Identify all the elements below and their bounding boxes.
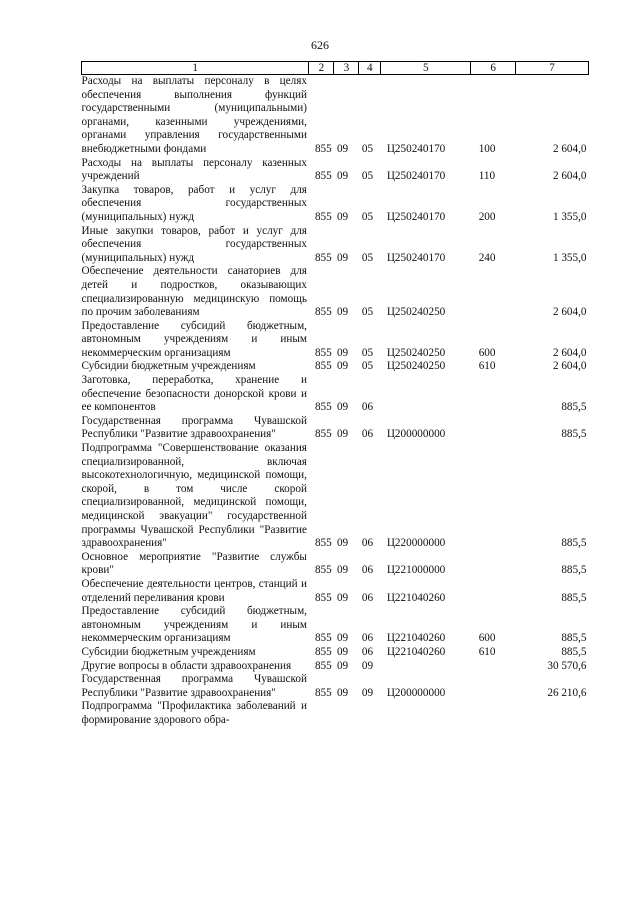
row-target-cell: Ц221040260 [386,645,446,658]
table-row [82,374,589,415]
row-sum-cell: 2 604,0 [552,142,587,155]
row-name-text: Расходы на выплаты персоналу в целях обеспечения выполнения функций государственными (муниципальными) органами, казенными учреждениями, органами управления государственными внебюджетными фондами [81,75,307,155]
row-expense-type-cell: 610 [478,360,496,373]
table-row [82,415,589,442]
row-subsection-cell: 05 [361,360,374,373]
row-subsection-cell: 06 [361,537,374,550]
row-name-cell [82,360,309,374]
row-expense-type-cell: 200 [478,210,496,223]
header-col-target: 5 [381,62,471,75]
row-subsection-cell: 06 [361,428,374,441]
row-sum-cell: 885,5 [561,645,587,658]
row-section-cell: 09 [336,428,349,441]
table-row [82,700,589,727]
row-section-cell: 09 [336,170,349,183]
row-target-cell: Ц221040260 [386,591,446,604]
table-row [82,75,589,157]
row-name-text: Заготовка, переработка, хранение и обеспечение безопасности донорской крови и ее компонентов [81,374,307,414]
row-target-cell: Ц220000000 [386,537,446,550]
row-section-cell: 09 [336,659,349,672]
row-name-text: Предоставление субсидий бюджетным, автономным учреждениям и иным некоммерческим организациям [81,605,307,645]
row-admin-cell: 855 [314,537,332,550]
table-row [82,265,589,319]
row-section-cell: 09 [336,346,349,359]
row-name-cell [82,75,309,157]
row-expense-type-cell: 600 [478,632,496,645]
row-target-cell: Ц221040260 [386,632,446,645]
table-row [82,225,589,266]
row-section-cell: 09 [336,251,349,264]
table-row [82,660,589,674]
row-section-cell: 09 [336,686,349,699]
budget-table [81,61,589,728]
row-section-cell: 09 [336,564,349,577]
row-admin-cell: 855 [314,360,332,373]
row-admin-cell: 855 [314,306,332,319]
table-row [82,605,589,646]
row-target-cell: Ц200000000 [386,428,446,441]
row-subsection-cell: 06 [361,564,374,577]
header-col-section: 3 [334,62,359,75]
row-subsection-cell: 06 [361,645,374,658]
row-subsection-cell: 05 [361,346,374,359]
table-row [82,157,589,184]
table-row [82,184,589,225]
row-name-cell [82,578,309,605]
row-subsection-cell: 05 [361,251,374,264]
row-target-cell: Ц250240250 [386,360,446,373]
row-name-cell [82,673,309,700]
row-name-text: Государственная программа Чувашской Республики "Развитие здравоохранения" [81,673,307,699]
row-expense-type-cell: 600 [478,346,496,359]
row-sum-cell: 2 604,0 [552,360,587,373]
row-section-cell: 09 [336,306,349,319]
row-expense-type-cell: 240 [478,251,496,264]
row-admin-cell: 855 [314,401,332,414]
header-col-subsection: 4 [359,62,381,75]
header-col-admin: 2 [309,62,334,75]
row-section-cell: 09 [336,632,349,645]
row-expense-type-cell [471,442,516,551]
row-subsection-cell: 05 [361,210,374,223]
row-target-cell: Ц200000000 [386,686,446,699]
row-target-cell: Ц250240250 [386,346,446,359]
header-col-name: 1 [82,62,309,75]
row-name-text: Субсидии бюджетным учреждениям [81,360,256,373]
row-section-cell: 09 [336,591,349,604]
row-target-cell [381,700,471,727]
row-name-cell [82,157,309,184]
row-section-cell: 09 [336,537,349,550]
header-col-expense-type: 6 [471,62,516,75]
row-admin-cell: 855 [314,686,332,699]
row-section-cell: 09 [336,142,349,155]
row-name-text: Обеспечение деятельности санаториев для детей и подростков, оказывающих специализированную медицинскую помощь по прочим заболеваниям [81,265,307,319]
row-name-text: Расходы на выплаты персоналу казенных учреждений [81,156,307,183]
row-admin-cell: 855 [314,142,332,155]
row-admin-cell [309,700,334,727]
row-target-cell: Ц250240170 [386,251,446,264]
row-admin-cell: 855 [314,591,332,604]
row-expense-type-cell [471,265,516,319]
row-expense-type-cell: 610 [478,645,496,658]
row-sum-cell: 2 604,0 [552,346,587,359]
row-name-cell [82,660,309,674]
row-section-cell: 09 [336,645,349,658]
row-section-cell: 09 [336,401,349,414]
row-subsection-cell: 05 [361,142,374,155]
row-subsection-cell: 06 [361,401,374,414]
row-name-text: Иные закупки товаров, работ и услуг для обеспечения государственных (муниципальных) нужд [81,224,307,264]
row-sum-cell: 2 604,0 [552,170,587,183]
row-sum-cell: 885,5 [561,564,587,577]
row-name-cell [82,225,309,266]
row-expense-type-cell [471,578,516,605]
row-subsection-cell: 09 [361,659,374,672]
row-name-text: Основное мероприятие "Развитие службы крови" [81,550,307,577]
row-name-cell [82,442,309,551]
row-sum-cell: 885,5 [561,632,587,645]
row-name-cell [82,184,309,225]
row-subsection-cell: 05 [361,306,374,319]
row-subsection-cell: 05 [361,170,374,183]
row-name-cell [82,646,309,660]
row-name-text: Подпрограмма "Совершенствование оказания специализированной, включая высокотехнологичную, медицинской помощи, скорой, в том числе скорой специализированной, медицинской помощи, медицинской эвакуации" государственной программы Чувашской Республики "Развитие здравоохранения" [81,442,307,550]
row-admin-cell: 855 [314,659,332,672]
table-row [82,673,589,700]
row-name-text: Другие вопросы в области здравоохранения [81,659,292,672]
row-expense-type-cell: 110 [478,170,496,183]
row-target-cell: Ц250240170 [386,170,446,183]
row-expense-type-cell [471,415,516,442]
row-name-text: Субсидии бюджетным учреждениям [81,645,256,658]
row-name-cell [82,605,309,646]
row-admin-cell: 855 [314,346,332,359]
row-expense-type-cell [471,374,516,415]
row-sum-cell: 30 570,6 [547,659,587,672]
row-target-cell: Ц221000000 [386,564,446,577]
page-number: 626 [311,38,329,52]
table-row [82,442,589,551]
row-name-cell [82,374,309,415]
row-expense-type-cell [471,673,516,700]
row-sum-cell: 1 355,0 [552,210,587,223]
table-row [82,551,589,578]
row-sum-cell: 885,5 [561,401,587,414]
row-admin-cell: 855 [314,645,332,658]
row-expense-type-cell: 100 [478,142,496,155]
row-admin-cell: 855 [314,210,332,223]
row-name-text: Предоставление субсидий бюджетным, автономным учреждениям и иным некоммерческим организациям [81,319,307,359]
row-name-text: Обеспечение деятельности центров, станций и отделений переливания крови [81,577,307,604]
row-name-cell [82,551,309,578]
row-subsection-cell: 06 [361,591,374,604]
row-subsection-cell [359,700,381,727]
row-admin-cell: 855 [314,428,332,441]
row-sum-cell: 26 210,6 [547,686,587,699]
table-header-row [82,62,589,75]
row-name-text: Государственная программа Чувашской Республики "Развитие здравоохранения" [81,414,307,441]
row-subsection-cell: 06 [361,632,374,645]
row-target-cell: Ц250240170 [386,142,446,155]
row-target-cell [381,374,471,415]
row-target-cell [381,660,471,674]
row-sum-cell: 1 355,0 [552,251,587,264]
row-admin-cell: 855 [314,170,332,183]
row-admin-cell: 855 [314,564,332,577]
table-row [82,320,589,361]
row-sum-cell: 885,5 [561,537,587,550]
row-expense-type-cell [471,660,516,674]
row-section-cell: 09 [336,210,349,223]
row-sum-cell: 2 604,0 [552,306,587,319]
row-name-cell [82,265,309,319]
row-admin-cell: 855 [314,632,332,645]
row-expense-type-cell [471,700,516,727]
row-section-cell: 09 [336,360,349,373]
row-sum-cell [516,700,589,727]
row-sum-cell: 885,5 [561,591,587,604]
row-name-cell [82,320,309,361]
table-row [82,578,589,605]
table-row [82,646,589,660]
row-sum-cell: 885,5 [561,428,587,441]
row-expense-type-cell [471,551,516,578]
row-target-cell: Ц250240170 [386,210,446,223]
row-subsection-cell: 09 [361,686,374,699]
table-row [82,360,589,374]
row-name-text: Закупка товаров, работ и услуг для обеспечения государственных (муниципальных) нужд [81,183,307,223]
row-target-cell: Ц250240250 [386,306,446,319]
row-admin-cell: 855 [314,251,332,264]
row-section-cell [334,700,359,727]
row-name-text: Подпрограмма "Профилактика заболеваний и формирование здорового обра- [81,700,307,726]
header-col-sum: 7 [516,62,589,75]
row-name-cell [82,700,309,727]
row-name-cell [82,415,309,442]
